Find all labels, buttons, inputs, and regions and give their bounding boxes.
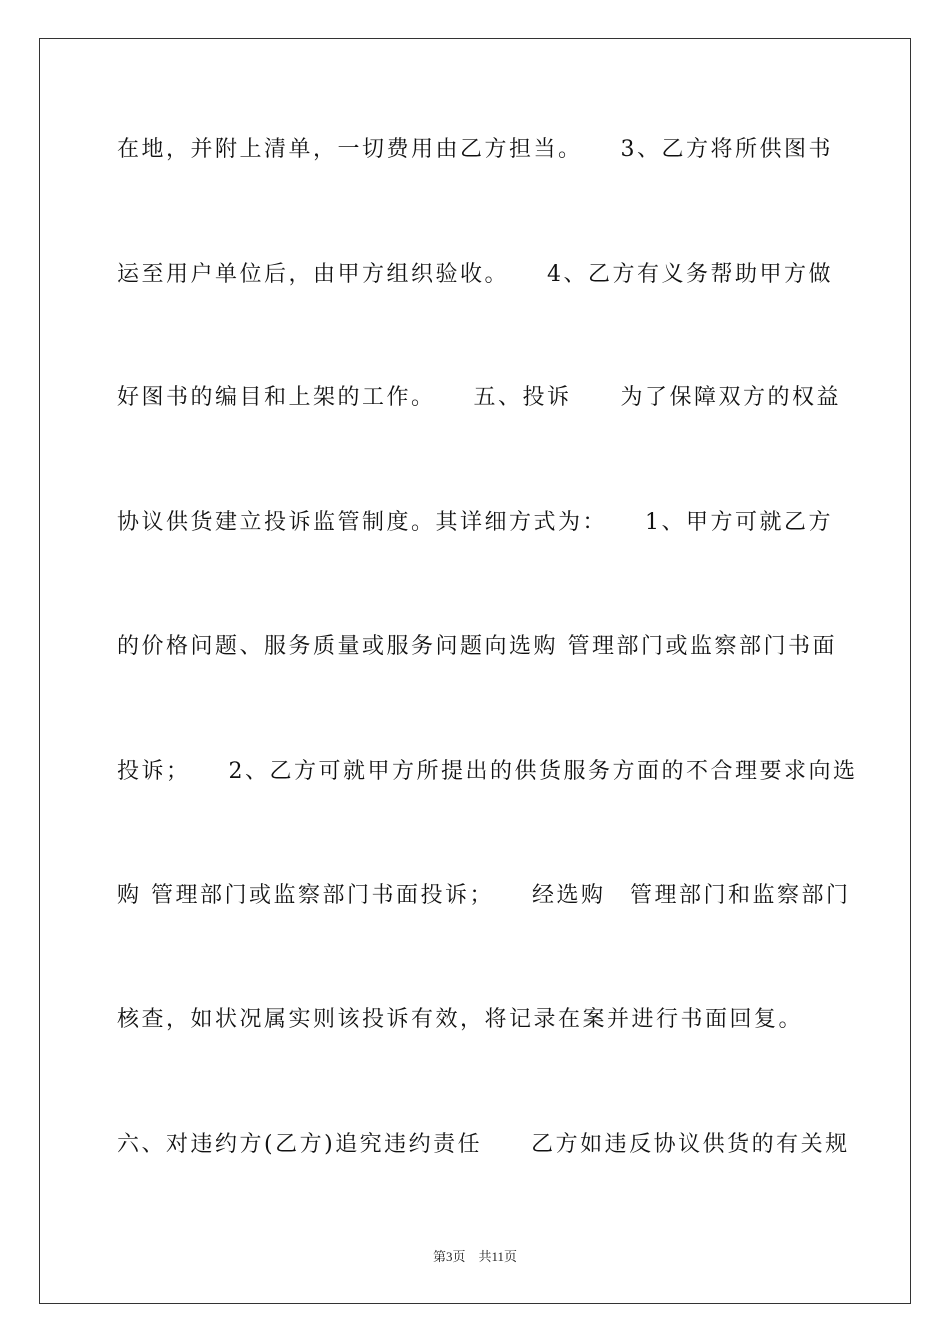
body-text-line-3: 好图书的编目和上架的工作。 五、投诉 为了保障双方的权益 — [117, 385, 842, 410]
body-text-line-1: 在地，并附上清单，一切费用由乙方担当。 3、乙方将所供图书 — [117, 137, 833, 162]
body-text-line-4: 协议供货建立投诉监管制度。其详细方式为： 1、甲方可就乙方 — [117, 510, 833, 535]
page-border — [39, 38, 911, 1304]
body-text-line-8: 核查，如状况属实则该投诉有效，将记录在案并进行书面回复。 — [117, 1007, 804, 1032]
body-text-line-6: 投诉； 2、乙方可就甲方所提出的供货服务方面的不合理要求向选 — [117, 759, 858, 784]
body-text-line-5: 的价格问题、服务质量或服务问题向选购 管理部门或监察部门书面 — [117, 634, 837, 659]
body-text-line-7: 购 管理部门或监察部门书面投诉； 经选购 管理部门和监察部门 — [117, 883, 851, 908]
page-footer-page-number: 第3页 共11页 — [432, 1249, 518, 1264]
body-text-line-9: 六、对违约方(乙方)追究违约责任 乙方如违反协议供货的有关规 — [117, 1132, 850, 1157]
body-text-line-2: 运至用户单位后，由甲方组织验收。 4、乙方有义务帮助甲方做 — [117, 262, 833, 287]
